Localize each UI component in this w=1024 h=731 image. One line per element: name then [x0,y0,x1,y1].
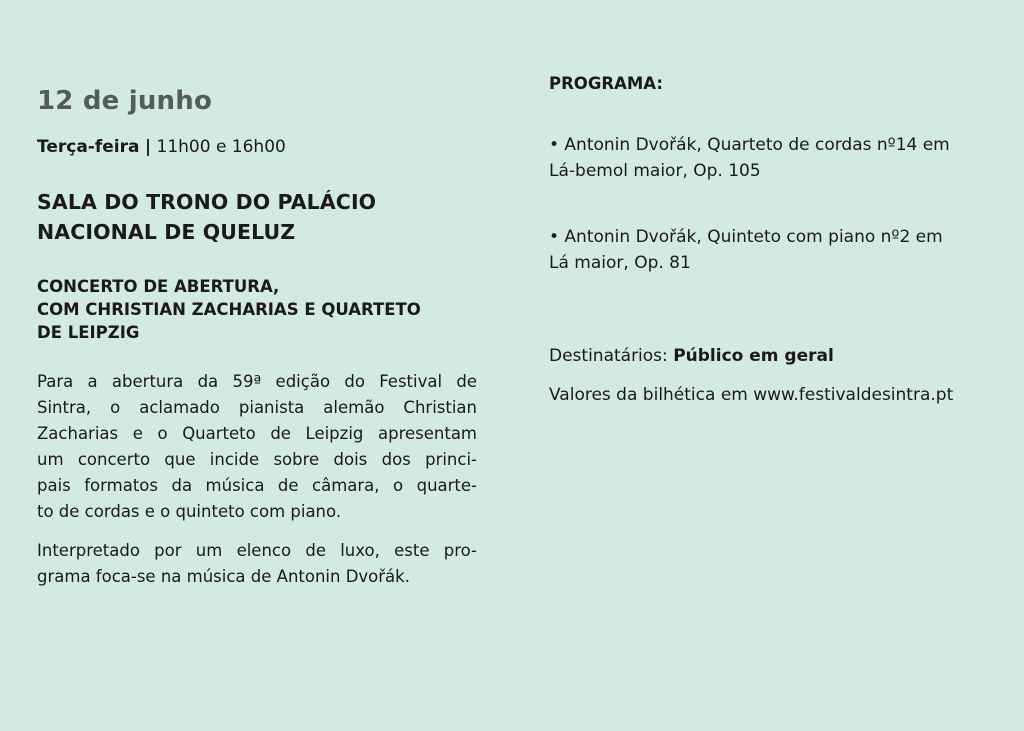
event-day: Terça-feira [37,137,140,157]
audience-label: Destinatários: [549,346,668,366]
venue-line: NACIONAL DE QUELUZ [37,220,296,244]
paragraph-line: Zacharias e o Quarteto de Leipzig apresentam [37,424,477,443]
event-times: 11h00 e 16h00 [156,137,286,157]
event-date: 12 de junho [37,86,213,116]
program-item-line: • Antonin Dvořák, Quarteto de cordas nº14 em [549,135,950,155]
concert-title [37,275,477,344]
venue-line: SALA DO TRONO DO PALÁCIO [37,190,377,214]
program-item [549,132,989,184]
paragraph-line: grama foca-se na música de Antonin Dvořák. [37,567,410,586]
paragraph-line: pais formatos da música de câmara, o quarte- [37,476,477,495]
prices-info: Valores da bilhética em www.festivaldesintra.pt [549,385,954,405]
day-time-line [37,137,477,157]
program-item-line: Lá maior, Op. 81 [549,253,691,273]
event-details [37,86,477,603]
program-item [549,224,989,276]
concert-line: CONCERTO DE ABERTURA, [37,277,280,296]
program-item-line: Lá-bemol maior, Op. 105 [549,161,761,181]
paragraph-line: um concerto que incide sobre dois dos princi- [37,450,477,469]
concert-line: COM CHRISTIAN ZACHARIAS E QUARTETO [37,300,421,319]
program-title: PROGRAMA: [549,74,663,93]
program-details [549,74,989,405]
description-paragraph-2 [37,538,477,590]
venue-title [37,187,477,247]
paragraph-line: Interpretado por um elenco de luxo, este pro- [37,541,477,560]
program-item-line: • Antonin Dvořák, Quinteto com piano nº2 em [549,227,943,247]
paragraph-line: Sintra, o aclamado pianista alemão Christian [37,398,477,417]
paragraph-line: Para a abertura da 59ª edição do Festival de [37,372,477,391]
concert-line: DE LEIPZIG [37,323,140,342]
audience-line [549,346,989,366]
day-time-separator: | [144,137,152,157]
description-paragraph-1 [37,369,477,525]
paragraph-line: to de cordas e o quinteto com piano. [37,502,342,521]
audience-value: Público em geral [673,346,834,366]
